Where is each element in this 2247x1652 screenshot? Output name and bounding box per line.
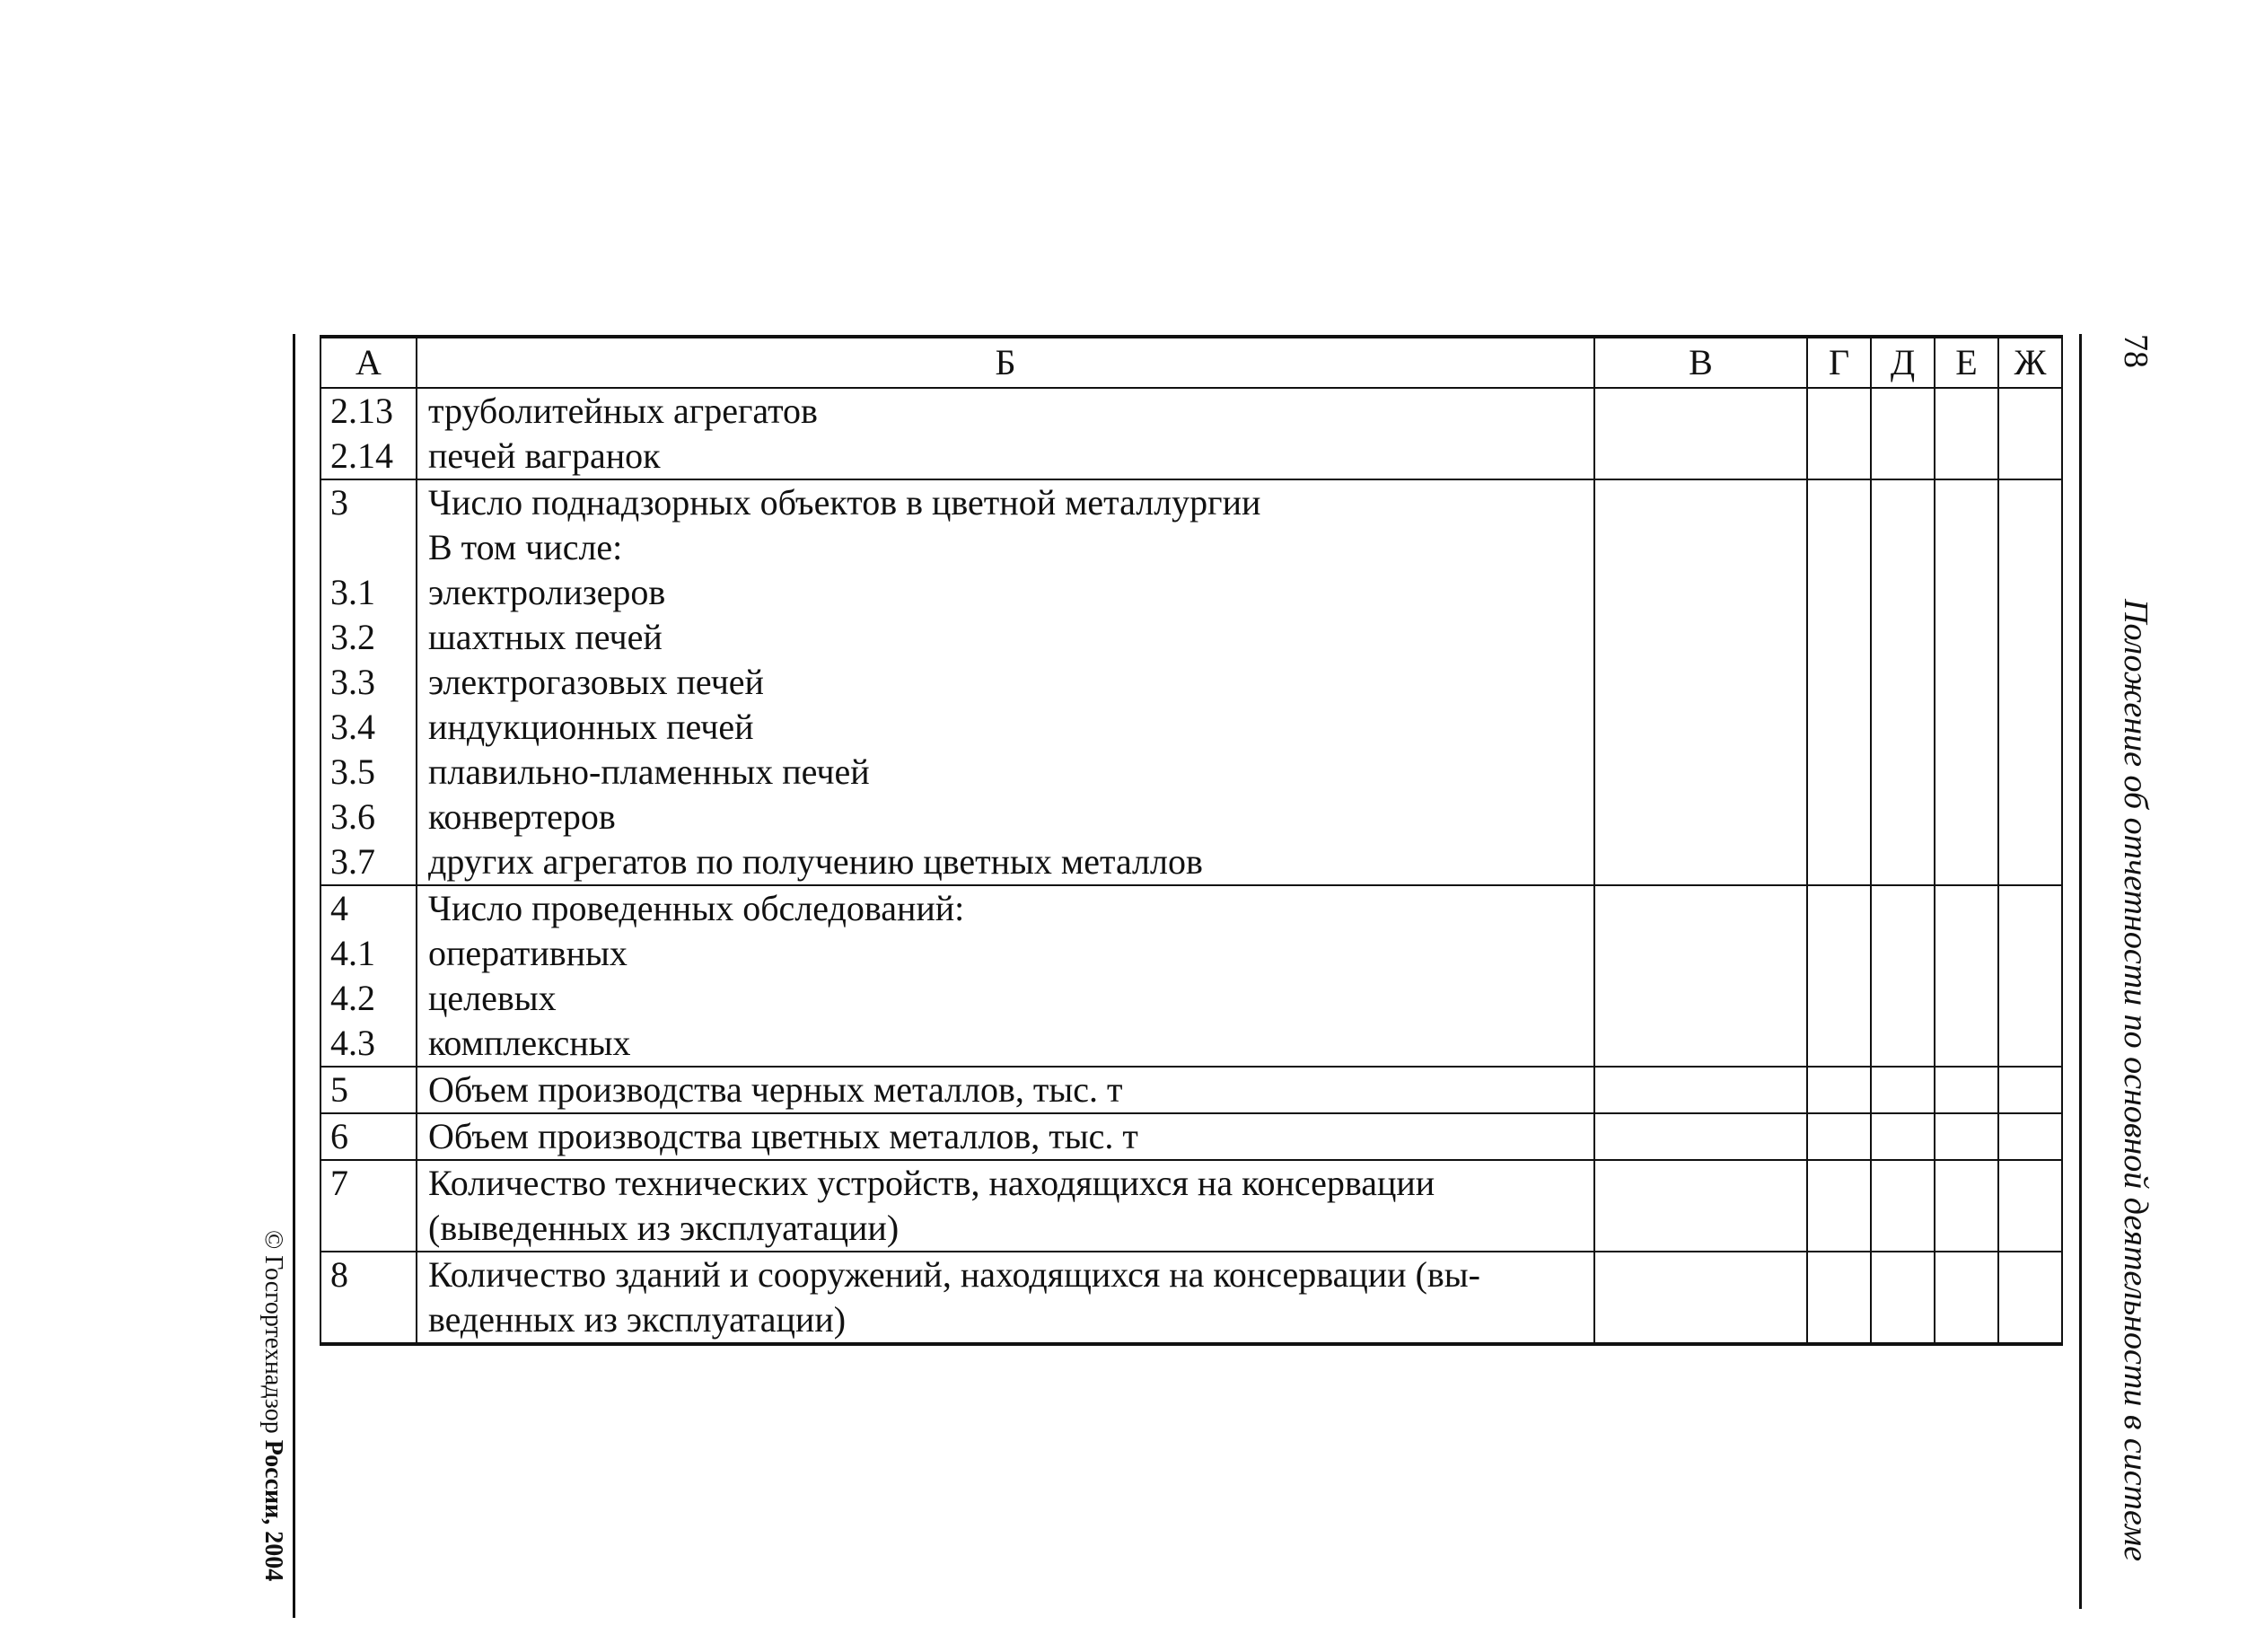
row-description <box>417 1160 1594 1252</box>
row-numbers <box>320 1160 417 1252</box>
row-text: шахтных печей <box>428 617 663 657</box>
running-header <box>2105 334 2155 1609</box>
row-text: электролизеров <box>428 572 666 612</box>
row-text: других агрегатов по получению цветных металлов <box>428 841 1203 882</box>
cell-zh <box>1998 1067 2062 1113</box>
row-numbers <box>320 1252 417 1344</box>
cell-v <box>1594 1252 1807 1344</box>
cell-zh <box>1998 885 2062 1067</box>
row-text: Число поднадзорных объектов в цветной металлургии <box>428 482 1261 523</box>
cell-d <box>1871 1113 1935 1160</box>
row-number: 4.1 <box>330 933 375 973</box>
cell-g <box>1807 479 1871 885</box>
row-number: 7 <box>330 1163 348 1203</box>
row-description <box>417 388 1594 479</box>
cell-e <box>1935 1113 1998 1160</box>
cell-e <box>1935 885 1998 1067</box>
row-description <box>417 885 1594 1067</box>
row-number: 2.14 <box>330 435 393 476</box>
copyright-prefix: © Госгортехнадзор <box>259 1230 287 1434</box>
row-text: Количество технических устройств, находящихся на консервации <box>428 1163 1435 1203</box>
header-col-a: А <box>320 337 417 388</box>
header-col-zh: Ж <box>1998 337 2062 388</box>
table-row <box>320 1113 2062 1160</box>
row-text: Количество зданий и сооружений, находящихся на консервации (вы- <box>428 1254 1480 1295</box>
cell-d <box>1871 1067 1935 1113</box>
cell-e <box>1935 479 1998 885</box>
cell-e <box>1935 1067 1998 1113</box>
cell-zh <box>1998 1252 2062 1344</box>
cell-d <box>1871 1160 1935 1252</box>
row-number: 4.2 <box>330 978 375 1018</box>
cell-g <box>1807 1113 1871 1160</box>
row-text: Объем производства черных металлов, тыс. т <box>428 1069 1123 1110</box>
header-col-b: Б <box>417 337 1594 388</box>
row-description <box>417 1067 1594 1113</box>
row-number-blank <box>330 525 410 570</box>
cell-g <box>1807 388 1871 479</box>
row-text: В том числе: <box>428 527 623 567</box>
cell-zh <box>1998 479 2062 885</box>
row-number: 3.5 <box>330 751 375 792</box>
row-text: (выведенных из эксплуатации) <box>428 1208 900 1248</box>
cell-g <box>1807 1252 1871 1344</box>
row-description <box>417 1113 1594 1160</box>
row-numbers <box>320 1113 417 1160</box>
row-number: 4.3 <box>330 1023 375 1063</box>
cell-d <box>1871 1252 1935 1344</box>
running-title: Положение об отчетности по основной деятельности в системе <box>2117 599 2155 1562</box>
cell-zh <box>1998 1113 2062 1160</box>
row-number: 6 <box>330 1116 348 1156</box>
header-col-v: В <box>1594 337 1807 388</box>
cell-v <box>1594 1067 1807 1113</box>
page-number: 78 <box>2117 334 2155 368</box>
cell-g <box>1807 885 1871 1067</box>
right-margin-rule <box>2079 334 2082 1609</box>
cell-v <box>1594 1160 1807 1252</box>
row-text: печей вагранок <box>428 435 661 476</box>
row-number: 8 <box>330 1254 348 1295</box>
row-text: комплексных <box>428 1023 631 1063</box>
row-text: оперативных <box>428 933 628 973</box>
cell-e <box>1935 1252 1998 1344</box>
row-number: 3.3 <box>330 662 375 702</box>
row-numbers <box>320 388 417 479</box>
cell-v <box>1594 885 1807 1067</box>
row-text: Объем производства цветных металлов, тыс. т <box>428 1116 1138 1156</box>
row-number: 2.13 <box>330 391 393 431</box>
row-text: Число проведенных обследований: <box>428 888 965 928</box>
cell-d <box>1871 885 1935 1067</box>
cell-v <box>1594 388 1807 479</box>
cell-zh <box>1998 1160 2062 1252</box>
cell-d <box>1871 479 1935 885</box>
row-text: плавильно-пламенных печей <box>428 751 870 792</box>
row-text: электрогазовых печей <box>428 662 764 702</box>
row-number: 3.7 <box>330 841 375 882</box>
copyright-footer <box>251 1230 287 1607</box>
row-text: веденных из эксплуатации) <box>428 1299 847 1340</box>
table-row <box>320 388 2062 479</box>
table-row <box>320 1160 2062 1252</box>
row-text: труболитейных агрегатов <box>428 391 818 431</box>
table-row <box>320 1252 2062 1344</box>
header-col-g: Г <box>1807 337 1871 388</box>
copyright-suffix: России, 2004 <box>259 1439 287 1582</box>
row-text: целевых <box>428 978 557 1018</box>
cell-v <box>1594 479 1807 885</box>
row-text: конвертеров <box>428 796 616 837</box>
table-row <box>320 885 2062 1067</box>
cell-v <box>1594 1113 1807 1160</box>
row-number: 3.1 <box>330 572 375 612</box>
cell-e <box>1935 1160 1998 1252</box>
cell-d <box>1871 388 1935 479</box>
cell-zh <box>1998 388 2062 479</box>
row-numbers <box>320 885 417 1067</box>
header-col-e: Е <box>1935 337 1998 388</box>
report-form-table <box>320 335 2063 1346</box>
row-numbers <box>320 479 417 885</box>
row-number: 5 <box>330 1069 348 1110</box>
row-description <box>417 1252 1594 1344</box>
row-number: 4 <box>330 888 348 928</box>
table-row <box>320 1067 2062 1113</box>
row-number: 3.4 <box>330 707 375 747</box>
header-col-d: Д <box>1871 337 1935 388</box>
table-row <box>320 479 2062 885</box>
row-text: индукционных печей <box>428 707 754 747</box>
row-number: 3.2 <box>330 617 375 657</box>
cell-g <box>1807 1160 1871 1252</box>
table-header-row <box>320 337 2062 388</box>
row-number: 3.6 <box>330 796 375 837</box>
cell-e <box>1935 388 1998 479</box>
row-numbers <box>320 1067 417 1113</box>
cell-g <box>1807 1067 1871 1113</box>
row-number: 3 <box>330 482 348 523</box>
left-margin-rule <box>293 334 295 1618</box>
row-description <box>417 479 1594 885</box>
